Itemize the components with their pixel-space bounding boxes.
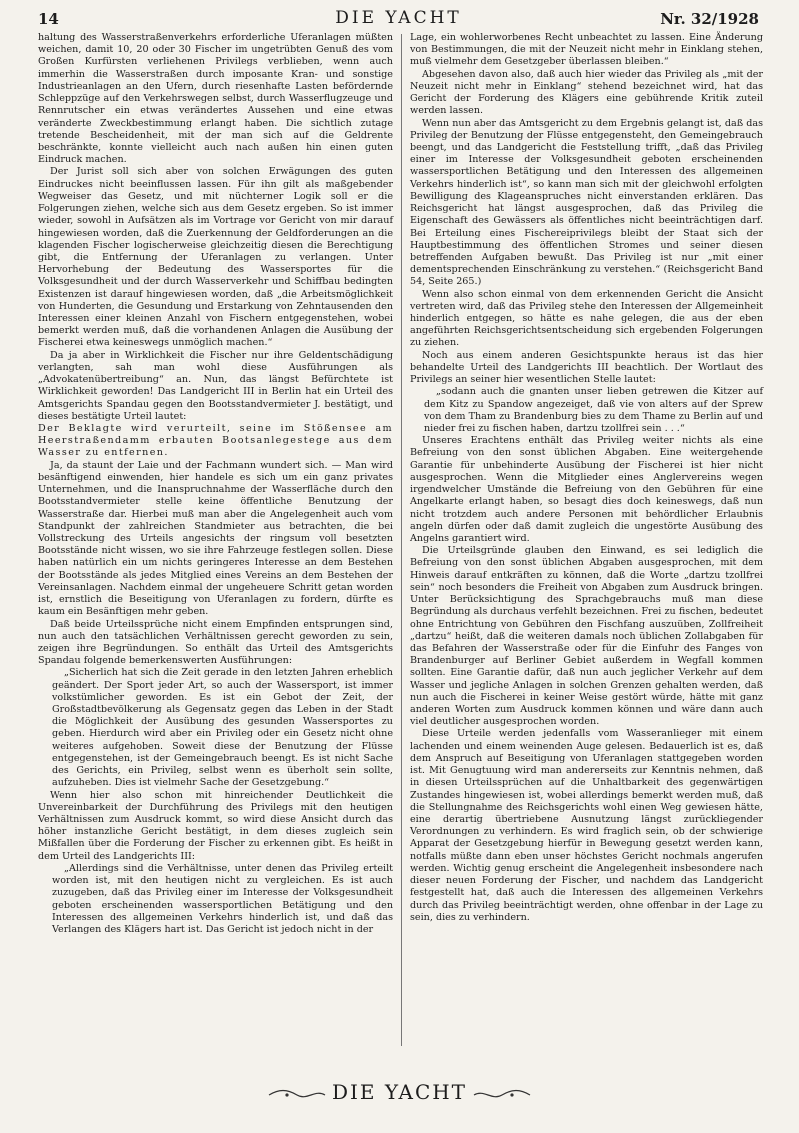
quoted-paragraph: „sodann auch die gnanten unser lieben getrewen die Kitzer auf dem Kitz zu Spandow angezeiget, daß vie von alters auf der Sprew von dem Tham zu Brandenburg bies zu dem Thame zu Berlin auf und nieder frei zu fischen haben, dartzu tzollfrei sein . . .“: [424, 386, 763, 434]
paragraph: Unseres Erachtens enthält das Privileg weiter nichts als eine Befreiung von den sonst üblichen Abgaben. Eine weitergehende Garantie für unbehinderte Ausübung der Fischerei ist hier nicht ausgesprochen. Wenn die Mitglieder eines Anglervereins wegen irgendwelcher Umstände die Befreiung von den Gebühren für eine Angelkarte erlangt haben, so besagt dies doch keineswegs, daß nun nicht trotzdem auch andere Personen mit behördlicher Erlaubnis angeln dürfen oder daß damit zugleich die ungestörte Ausübung des Angelns garantiert wird.: [410, 435, 763, 544]
paragraph: Noch aus einem anderen Gesichtspunkte heraus ist das hier behandelte Urteil des Landgerichts III beachtlich. Der Wortlaut des Privilegs an seiner hier wesentlichen Stelle lautet:: [410, 349, 763, 386]
column-divider: [401, 34, 402, 1046]
paragraph: Der Beklagte wird verurteilt, seine im Stößensee am Heerstraßendamm erbauten Bootsanlegestege aus dem Wasser zu entfernen.: [38, 423, 393, 459]
flourish-left-icon: [267, 1088, 327, 1102]
page-footer: [0, 1080, 799, 1104]
paragraph: haltung des Wasserstraßenverkehrs erforderliche Uferanlagen müßten weichen, damit 10, 20 oder 30 Fischer im ungetrübten Genuß des vom Großen Kurfürsten verliehenen Privilegs verblieben, wenn auch immerhin die Wasserstraßen durch imposante Kran- und sonstige Industrieanlagen an den Ufern, durch riesenhafte Lasten befördernde Schleppzüge auf den Verkehrswegen selbst, durch Wasserflugzeuge und Rennrutscher ein etwas verändertes Aussehen und eine etwas veränderte Zweckbestimmung erlangt haben. Die sichtlich zutage tretende Bescheidenheit, mit der man sich auf die Geldrente beschränkte, konnte vielleicht auch nach außen hin einen guten Eindruck machen.: [38, 32, 393, 166]
quoted-paragraph: „Allerdings sind die Verhältnisse, unter denen das Privileg erteilt worden ist, mit den heutigen nicht zu vergleichen. Es ist auch zuzugeben, daß das Privileg einer im Interesse der Volksgesundheit geboten erscheinenden wassersportlichen Betätigung und den Interessen des allgemeinen Verkehrs hinderlich ist, und daß das Verlangen des Klägers hart ist. Das Gericht ist jedoch nicht in der: [52, 862, 393, 935]
page-header: [38, 6, 759, 32]
paragraph: Der Jurist soll sich aber von solchen Erwägungen des guten Eindruckes nicht beeinflussen lassen. Für ihn gilt als maßgebender Wegweiser das Gesetz, und mit nüchterner Logik soll er die Folgerungen ziehen, welche sich aus dem Gesetz ergeben. So ist immer wieder, sowohl in Aufsätzen als im Vortrage vor Gericht von mir darauf hingewiesen worden, daß die Zuerkennung der Geldforderungen an die klagenden Fischer logischerweise gleichzeitig diesen die Berechtigung gibt, die Entfernung der Uferanlagen zu verlangen. Unter Hervorhebung der Bedeutung des Wassersportes für die Volksgesundheit und der durch Wasserverkehr und Schiffbau bedingten Existenzen ist darauf hingewiesen worden, daß „die Arbeitsmöglichkeit von Hunderten, die Gesundung und Erstarkung von Zehntausenden den Interessen einer kleinen Anzahl von Fischern entgegenstehen, wobei bemerkt werden muß, daß die vorhandenen Anlagen die Ausübung der Fischerei etwa keineswegs unmöglich machen.“: [38, 166, 393, 349]
footer-ornament: DIE YACHT: [331, 1080, 468, 1104]
paragraph: Die Urteilsgründe glauben den Einwand, es sei lediglich die Befreiung von den sonst üblichen Abgaben ausgesprochen, mit dem Hinweis darauf entkräften zu können, daß die Worte „dartzu tzollfrei sein“ noch besonders die Freiheit von Abgaben zum Ausdruck bringen. Unter Berücksichtigung des Sprachgebrauchs muß man diese Begründung als durchaus verfehlt bezeichnen. Frei zu fischen, bedeutet ohne Entrichtung von Gebühren den Fischfang auszuüben, Zollfreiheit „dartzu“ heißt, daß die weiteren damals noch üblichen Zollabgaben für das Befahren der Wasserstraße oder für die Einfuhr des Fanges von Brandenburger auf Berliner Gebiet außerdem in Wegfall kommen sollten. Eine Garantie dafür, daß nun auch jeglicher Verkehr auf dem Wasser und jegliche Anlagen in solchen Grenzen gehalten werden, daß nun auch die Fischerei in keiner Weise gestört würde, hätte mit ganz anderen Worten zum Ausdruck kommen können und wäre dann auch viel deutlicher ausgesprochen worden.: [410, 545, 763, 728]
paragraph: Abgesehen davon also, daß auch hier wieder das Privileg als „mit der Neuzeit nicht mehr in Einklang“ stehend bezeichnet wird, hat das Gericht der Forderung des Klägers eine gebührende Kritik zuteil werden lassen.: [410, 68, 763, 117]
paragraph: Lage, ein wohlerworbenes Recht unbeachtet zu lassen. Eine Änderung von Bestimmungen, die mit der Neuzeit nicht mehr in Einklang stehen, muß vielmehr dem Gesetzgeber überlassen bleiben.“: [410, 32, 763, 68]
flourish-right-icon: [472, 1088, 532, 1102]
right-column: [410, 32, 763, 1052]
paragraph: Ja, da staunt der Laie und der Fachmann wundert sich. — Man wird besänftigend einwenden, hier handele es sich um ein ganz privates Unternehmen, und die Inanspruchnahme der Wasserfläche durch den Bootsstandvermieter stelle keine öffentliche Benutzung der Wasserstraße dar. Hierbei muß man aber die Angelegenheit auch vom Standpunkt der zahlreichen Standmieter aus betrachten, die bei Vollstreckung des Urteils angesichts der ringsum voll besetzten Bootsstände nicht wissen, wo sie ihre Fahrzeuge festlegen sollen. Diese haben natürlich ein um nichts geringeres Interesse an dem Bestehen der Bootsstände als jedes Mitglied eines Vereins an dem Bestehen der Vereinsanlagen. Nachdem einmal der ungeheuere Schritt getan worden ist, ernstlich die Beseitigung von Uferanlagen zu fordern, dürfte es kaum ein Besänftigen mehr geben.: [38, 459, 393, 618]
quoted-paragraph: „Sicherlich hat sich die Zeit gerade in den letzten Jahren erheblich geändert. Der Sport jeder Art, so auch der Wassersport, ist immer volkstümlicher geworden. Es ist ein Gebot der Zeit, der Großstadtbevölkerung als Gegensatz gegen das Leben in der Stadt die Möglichkeit der Ausübung des gesunden Wassersportes zu geben. Hierdurch wird aber ein Privileg oder ein Gesetz nicht ohne weiteres aufgehoben. Soweit diese der Benutzung der Flüsse entgegenstehen, ist der Gemeingebrauch beengt. Es ist nicht Sache des Gerichts, ein Privileg, selbst wenn es überholt sein sollte, aufzuheben. Dies ist vielmehr Sache der Gesetzgebung.“: [52, 667, 393, 789]
left-column: [38, 32, 393, 1052]
magazine-title: DIE YACHT: [335, 8, 462, 28]
page-number: 14: [38, 10, 59, 28]
paragraph: Diese Urteile werden jedenfalls vom Wasseranlieger mit einem lachenden und einem weinenden Auge gelesen. Bedauerlich ist es, daß dem Anspruch auf Beseitigung von Uferanlagen stattgegeben worden ist. Mit Genugtuung wird man andererseits zur Kenntnis nehmen, daß in diesen Urteilssprüchen auf die Unhaltbarkeit des gegenwärtigen Zustandes hingewiesen ist, wobei allerdings bemerkt werden muß, daß die Stellungnahme des Reichsgerichts wohl einen Weg gewiesen hätte, eine derartig übertriebene Ausnutzung längst zurückliegender Verordnungen zu verhindern. Es wird fraglich sein, ob der schwierige Apparat der Gesetzgebung hierfür in Bewegung gesetzt werden kann, notfalls müßte dann eben unser höchstes Gericht nochmals angerufen werden. Wichtig genug erscheint die Angelegenheit insbesondere nach dieser neuen Forderung der Fischer, und nachdem das Landgericht festgestellt hat, daß auch die Interessen des allgemeinen Verkehrs durch das Privileg beeinträchtigt werden, ohne offenbar in der Lage zu sein, dies zu verhindern.: [410, 728, 763, 923]
issue-number: Nr. 32/1928: [660, 10, 759, 28]
paragraph: Wenn nun aber das Amtsgericht zu dem Ergebnis gelangt ist, daß das Privileg der Benutzung der Flüsse entgegensteht, den Gemeingebrauch beengt, und das Landgericht die Feststellung trifft, „daß das Privileg einer im Interesse der Volksgesundheit geboten erscheinenden wassersportlichen Betätigung und den Interessen des allgemeinen Verkehrs hinderlich ist“, so kann man sich mit der gleichwohl erfolgten Bewilligung des Klageanspruches nicht einverstanden erklären. Das Reichsgericht hat längst ausgesprochen, daß das Privileg die Eigenschaft des Gewässers als öffentliches nicht beeinträchtigen darf. Bei Erteilung eines Fischereiprivilegs bleibt der Staat sich der Hauptbestimmung des öffentlichen Stromes und seiner diesen betreffenden Aufgaben bewußt. Das Privileg ist nur „mit einer dementsprechenden Einschränkung zu verstehen.“ (Reichsgericht Band 54, Seite 265.): [410, 117, 763, 288]
paragraph: Wenn hier also schon mit hinreichender Deutlichkeit die Unvereinbarkeit der Durchführung des Privilegs mit den heutigen Verhältnissen zum Ausdruck kommt, so wird diese Ansicht durch das höher instanzliche Gericht bestätigt, in dem dieses zugleich sein Mißfallen über die Forderung der Fischer zu erkennen gibt. Es heißt in dem Urteil des Landgerichts III:: [38, 789, 393, 862]
paragraph: Da ja aber in Wirklichkeit die Fischer nur ihre Geldentschädigung verlangten, sah man wohl diese Ausführungen als „Advokatenübertreibung“ an. Nun, das längst Befürchtete ist Wirklichkeit geworden! Das Landgericht III in Berlin hat ein Urteil des Amtsgerichts Spandau gegen den Bootsstandvermieter J. bestätigt, und dieses bestätigte Urteil lautet:: [38, 349, 393, 422]
paragraph: Wenn also schon einmal von dem erkennenden Gericht die Ansicht vertreten wird, daß das Privileg stehe den Interessen der Allgemeinheit hinderlich entgegen, so hätte es nahe gelegen, die aus der eben angeführten Reichsgerichtsentscheidung sich ergebenden Folgerungen zu ziehen.: [410, 288, 763, 349]
paragraph: Daß beide Urteilssprüche nicht einem Empfinden entsprungen sind, nun auch den tatsächlichen Verhältnissen gerecht geworden zu sein, zeigen ihre Begründungen. So enthält das Urteil des Amtsgerichts Spandau folgende bemerkenswerten Ausführungen:: [38, 618, 393, 667]
